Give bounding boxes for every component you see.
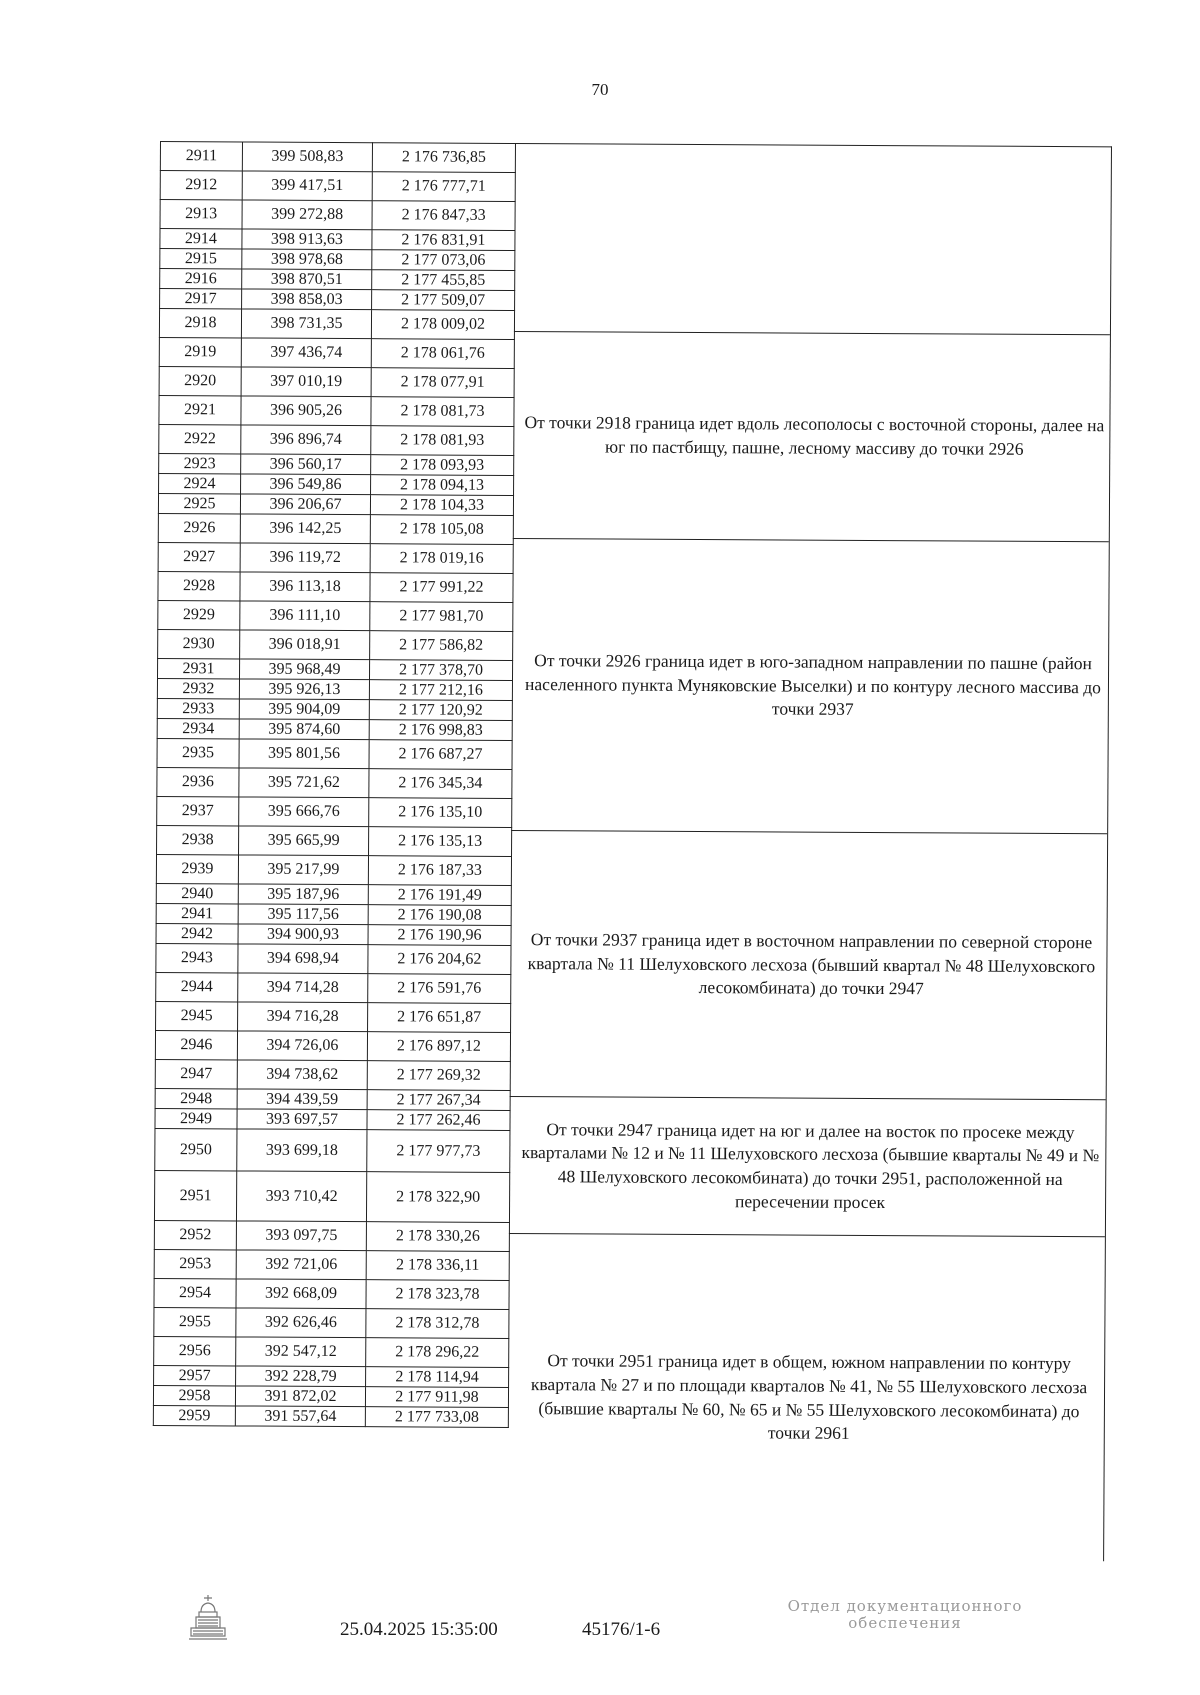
table-row: [157, 698, 512, 720]
y-coordinate-cell: 2 178 323,78: [366, 1280, 509, 1310]
point-number-cell: 2923: [159, 453, 241, 473]
y-coordinate-cell: 2 178 077,91: [371, 368, 514, 398]
x-coordinate-cell: 394 439,59: [237, 1089, 367, 1110]
x-coordinate-cell: 398 870,51: [242, 269, 372, 290]
point-number-cell: 2941: [156, 903, 238, 923]
table-row: [155, 1059, 510, 1090]
point-number-cell: 2936: [157, 767, 239, 796]
y-coordinate-cell: 2 176 687,27: [369, 740, 512, 770]
y-coordinate-cell: 2 178 296,22: [366, 1338, 509, 1368]
x-coordinate-cell: 393 699,18: [237, 1129, 367, 1172]
table-row: [158, 629, 513, 660]
x-coordinate-cell: 397 436,74: [241, 338, 371, 368]
y-coordinate-cell: 2 176 191,49: [368, 885, 511, 906]
point-number-cell: 2957: [154, 1365, 236, 1385]
table-row: [156, 1001, 511, 1032]
x-coordinate-cell: 395 801,56: [239, 739, 369, 769]
description-cell: [507, 1234, 1105, 1562]
point-number-cell: 2949: [155, 1108, 237, 1128]
table-row: [159, 473, 514, 495]
y-coordinate-cell: 2 177 733,08: [365, 1407, 508, 1428]
point-number-cell: 2919: [159, 337, 241, 366]
y-coordinate-cell: 2 176 135,13: [369, 827, 512, 857]
x-coordinate-cell: 396 905,26: [241, 396, 371, 426]
point-number-cell: 2924: [159, 473, 241, 493]
x-coordinate-cell: 399 417,51: [242, 171, 372, 201]
point-number-cell: 2926: [158, 513, 240, 542]
point-number-cell: 2928: [158, 571, 240, 600]
x-coordinate-cell: 398 858,03: [242, 289, 372, 310]
x-coordinate-cell: 391 557,64: [235, 1406, 365, 1427]
table-row: [157, 825, 512, 856]
y-coordinate-cell: 2 177 378,70: [369, 660, 512, 681]
y-coordinate-cell: 2 176 204,62: [368, 945, 511, 975]
table-row: [158, 513, 513, 544]
point-number-cell: 2947: [155, 1059, 237, 1088]
description-text: От точки 2918 граница идет вдоль лесополосы с восточной стороны, далее на юг по пастбищу, пашне, лесному массиву до точки 2926: [524, 412, 1105, 459]
point-number-cell: 2944: [156, 972, 238, 1001]
x-coordinate-cell: 395 117,56: [238, 904, 368, 925]
point-number-cell: 2953: [154, 1249, 236, 1278]
x-coordinate-cell: 396 142,25: [240, 514, 370, 544]
table-row: [155, 1088, 510, 1110]
print-datetime: 25.04.2025 15:35:00: [340, 1619, 498, 1640]
table-row: [157, 658, 512, 680]
table-row: [157, 738, 512, 769]
point-number-cell: 2934: [157, 718, 239, 738]
description-text: От точки 2926 граница идет в юго-западном направлении по пашне (район населенного пункта Муняковские Выселки) и по контуру лесного массива до точки 2937: [524, 650, 1102, 720]
y-coordinate-cell: 2 177 120,92: [369, 700, 512, 721]
page-number: 70: [591, 80, 609, 99]
x-coordinate-cell: 398 731,35: [241, 309, 371, 339]
x-coordinate-cell: 394 726,06: [237, 1031, 367, 1061]
point-number-cell: 2930: [158, 629, 240, 658]
x-coordinate-cell: 398 913,63: [242, 229, 372, 250]
y-coordinate-cell: 2 177 267,34: [367, 1090, 510, 1111]
point-number-cell: 2956: [154, 1336, 236, 1365]
y-coordinate-cell: 2 176 897,12: [367, 1032, 510, 1062]
x-coordinate-cell: 395 904,09: [239, 699, 369, 720]
x-coordinate-cell: 391 872,02: [235, 1386, 365, 1407]
table-row: [156, 854, 511, 885]
x-coordinate-cell: 398 978,68: [242, 249, 372, 270]
point-number-cell: 2950: [155, 1128, 237, 1170]
x-coordinate-cell: 394 698,94: [238, 944, 368, 974]
description-cell: [513, 332, 1110, 542]
table-row: [154, 1307, 509, 1338]
x-coordinate-cell: 399 272,88: [242, 200, 372, 230]
table-row: [160, 289, 515, 311]
coordinates-grid: [153, 141, 516, 1428]
y-coordinate-cell: 2 178 093,93: [371, 455, 514, 476]
y-coordinate-cell: 2 176 998,83: [369, 720, 512, 741]
y-coordinate-cell: 2 178 081,93: [371, 426, 514, 456]
table-row: [157, 796, 512, 827]
table-row: [154, 1249, 509, 1280]
y-coordinate-cell: 2 178 061,76: [371, 339, 514, 369]
point-number-cell: 2935: [157, 738, 239, 767]
y-coordinate-cell: 2 177 212,16: [369, 680, 512, 701]
description-cell: [510, 831, 1107, 1100]
description-text: От точки 2947 граница идет на юг и далее на восток по просеке между кварталами № 12 и № 11 Шелуховского лесхоза (бывшие кварталы № 49 и № 48 Шелуховского лесокомбината) до точки 2951, расположенной на пересечении просек: [521, 1118, 1100, 1212]
point-number-cell: 2937: [157, 796, 239, 825]
description-cell: [511, 539, 1109, 834]
x-coordinate-cell: 392 721,06: [236, 1250, 366, 1280]
x-coordinate-cell: 394 716,28: [238, 1002, 368, 1032]
coat-of-arms-icon: [187, 1592, 229, 1642]
table-row: [160, 200, 515, 231]
table-row: [153, 1405, 508, 1427]
y-coordinate-cell: 2 178 104,33: [370, 495, 513, 516]
y-coordinate-cell: 2 177 977,73: [367, 1130, 510, 1173]
table-row: [155, 1108, 510, 1130]
table-row: [154, 1170, 509, 1222]
table-row: [160, 229, 515, 251]
x-coordinate-cell: 395 217,99: [238, 855, 368, 885]
x-coordinate-cell: 397 010,19: [241, 367, 371, 397]
document-number: 45176/1-6: [582, 1619, 661, 1640]
y-coordinate-cell: 2 177 509,07: [372, 290, 515, 311]
x-coordinate-cell: 396 119,72: [240, 543, 370, 573]
table-row: [154, 1220, 509, 1251]
x-coordinate-cell: 395 665,99: [239, 826, 369, 856]
point-number-cell: 2942: [156, 923, 238, 943]
y-coordinate-cell: 2 177 981,70: [370, 602, 513, 632]
y-coordinate-cell: 2 178 322,90: [366, 1172, 509, 1223]
x-coordinate-cell: 395 187,96: [238, 884, 368, 905]
x-coordinate-cell: 392 547,12: [236, 1337, 366, 1367]
coordinates-table: [152, 141, 1113, 1561]
table-row: [158, 600, 513, 631]
point-number-cell: 2948: [155, 1088, 237, 1108]
y-coordinate-cell: 2 176 591,76: [368, 974, 511, 1004]
table-row: [154, 1336, 509, 1367]
point-number-cell: 2911: [160, 142, 242, 171]
x-coordinate-cell: 394 738,62: [237, 1060, 367, 1090]
x-coordinate-cell: 396 549,86: [241, 474, 371, 495]
table-row: [158, 542, 513, 573]
table-row: [159, 453, 514, 475]
description-text: От точки 2937 граница идет в восточном направлении по северной стороне квартала № 11 Шелуховского лесхоза (бывший квартал № 48 Шелуховского лесокомбината) до точки 2947: [527, 929, 1096, 999]
point-number-cell: 2959: [153, 1405, 235, 1425]
point-number-cell: 2922: [159, 424, 241, 453]
x-coordinate-cell: 395 666,76: [239, 797, 369, 827]
x-coordinate-cell: 392 626,46: [236, 1308, 366, 1338]
description-cell: [509, 1097, 1106, 1237]
table-row: [156, 883, 511, 905]
table-row: [156, 903, 511, 925]
y-coordinate-cell: 2 176 831,91: [372, 230, 515, 251]
table-row: [159, 366, 514, 397]
point-number-cell: 2917: [160, 289, 242, 309]
point-number-cell: 2931: [157, 658, 239, 678]
table-row: [159, 395, 514, 426]
point-number-cell: 2940: [156, 883, 238, 903]
table-row: [159, 337, 514, 368]
table-row: [157, 678, 512, 700]
point-number-cell: 2954: [154, 1278, 236, 1307]
y-coordinate-cell: 2 178 019,16: [370, 544, 513, 574]
y-coordinate-cell: 2 176 187,33: [368, 856, 511, 886]
description-cell: [514, 144, 1111, 335]
y-coordinate-cell: 2 178 114,94: [366, 1367, 509, 1388]
table-row: [154, 1278, 509, 1309]
table-row: [156, 972, 511, 1003]
y-coordinate-cell: 2 177 073,06: [372, 250, 515, 271]
point-number-cell: 2939: [156, 854, 238, 883]
x-coordinate-cell: 396 560,17: [241, 454, 371, 475]
point-number-cell: 2913: [160, 200, 242, 229]
description-column: [507, 143, 1112, 1561]
department-stamp: Отдел документационного обеспечения: [787, 1597, 1023, 1633]
table-row: [160, 142, 515, 173]
point-number-cell: 2946: [155, 1030, 237, 1059]
point-number-cell: 2912: [160, 171, 242, 200]
y-coordinate-cell: 2 177 586,82: [370, 631, 513, 661]
x-coordinate-cell: 396 113,18: [240, 572, 370, 602]
x-coordinate-cell: 395 926,13: [239, 679, 369, 700]
y-coordinate-cell: 2 178 009,02: [371, 310, 514, 340]
table-row: [160, 171, 515, 202]
table-row: [155, 1128, 510, 1172]
point-number-cell: 2915: [160, 249, 242, 269]
point-number-cell: 2955: [154, 1307, 236, 1336]
y-coordinate-cell: 2 178 081,73: [371, 397, 514, 427]
point-number-cell: 2952: [154, 1220, 236, 1249]
description-text: От точки 2951 граница идет в общем, южном направлении по контуру квартала № 27 и по площади кварталов № 41, № 55 Шелуховского лесхоза (бывшие кварталы № 60, № 65 и № 55 Шелуховского лесокомбината) до точки 2961: [530, 1350, 1088, 1443]
point-number-cell: 2927: [158, 542, 240, 571]
table-row: [157, 718, 512, 740]
table-row: [158, 571, 513, 602]
x-coordinate-cell: 393 697,57: [237, 1109, 367, 1130]
y-coordinate-cell: 2 176 777,71: [372, 172, 515, 202]
y-coordinate-cell: 2 178 336,11: [366, 1251, 509, 1281]
point-number-cell: 2938: [157, 825, 239, 854]
point-number-cell: 2958: [153, 1385, 235, 1405]
x-coordinate-cell: 399 508,83: [242, 142, 372, 172]
point-number-cell: 2921: [159, 395, 241, 424]
table-row: [157, 767, 512, 798]
y-coordinate-cell: 2 176 345,34: [369, 769, 512, 799]
point-number-cell: 2916: [160, 269, 242, 289]
point-number-cell: 2951: [154, 1170, 236, 1220]
y-coordinate-cell: 2 176 190,08: [368, 905, 511, 926]
point-number-cell: 2933: [157, 698, 239, 718]
x-coordinate-cell: 396 896,74: [241, 425, 371, 455]
table-row: [160, 269, 515, 291]
table-row: [158, 493, 513, 515]
table-row: [156, 923, 511, 945]
y-coordinate-cell: 2 178 094,13: [371, 475, 514, 496]
y-coordinate-cell: 2 177 455,85: [372, 270, 515, 291]
x-coordinate-cell: 394 900,93: [238, 924, 368, 945]
table-row: [160, 249, 515, 271]
table-row: [159, 309, 514, 340]
point-number-cell: 2929: [158, 600, 240, 629]
y-coordinate-cell: 2 178 330,26: [366, 1222, 509, 1252]
x-coordinate-cell: 395 968,49: [239, 659, 369, 680]
x-coordinate-cell: 396 206,67: [240, 494, 370, 515]
y-coordinate-cell: 2 177 269,32: [367, 1061, 510, 1091]
table-row: [155, 1030, 510, 1061]
y-coordinate-cell: 2 177 911,98: [365, 1387, 508, 1408]
point-number-cell: 2918: [159, 309, 241, 338]
y-coordinate-cell: 2 176 190,96: [368, 925, 511, 946]
x-coordinate-cell: 395 721,62: [239, 768, 369, 798]
y-coordinate-cell: 2 177 991,22: [370, 573, 513, 603]
table-row: [154, 1365, 509, 1387]
x-coordinate-cell: 396 111,10: [240, 601, 370, 631]
table-row: [153, 1385, 508, 1407]
point-number-cell: 2932: [157, 678, 239, 698]
x-coordinate-cell: 392 668,09: [236, 1279, 366, 1309]
point-number-cell: 2925: [158, 493, 240, 513]
x-coordinate-cell: 392 228,79: [236, 1366, 366, 1387]
x-coordinate-cell: 393 710,42: [236, 1171, 366, 1222]
x-coordinate-cell: 396 018,91: [240, 630, 370, 660]
x-coordinate-cell: 394 714,28: [238, 973, 368, 1003]
point-number-cell: 2914: [160, 229, 242, 249]
y-coordinate-cell: 2 176 651,87: [368, 1003, 511, 1033]
x-coordinate-cell: 393 097,75: [236, 1221, 366, 1251]
y-coordinate-cell: 2 176 736,85: [372, 143, 515, 173]
point-number-cell: 2920: [159, 366, 241, 395]
table-row: [156, 943, 511, 974]
y-coordinate-cell: 2 178 105,08: [370, 515, 513, 545]
point-number-cell: 2943: [156, 943, 238, 972]
y-coordinate-cell: 2 177 262,46: [367, 1110, 510, 1131]
table-row: [159, 424, 514, 455]
y-coordinate-cell: 2 178 312,78: [366, 1309, 509, 1339]
point-number-cell: 2945: [156, 1001, 238, 1030]
y-coordinate-cell: 2 176 135,10: [369, 798, 512, 828]
y-coordinate-cell: 2 176 847,33: [372, 201, 515, 231]
x-coordinate-cell: 395 874,60: [239, 719, 369, 740]
